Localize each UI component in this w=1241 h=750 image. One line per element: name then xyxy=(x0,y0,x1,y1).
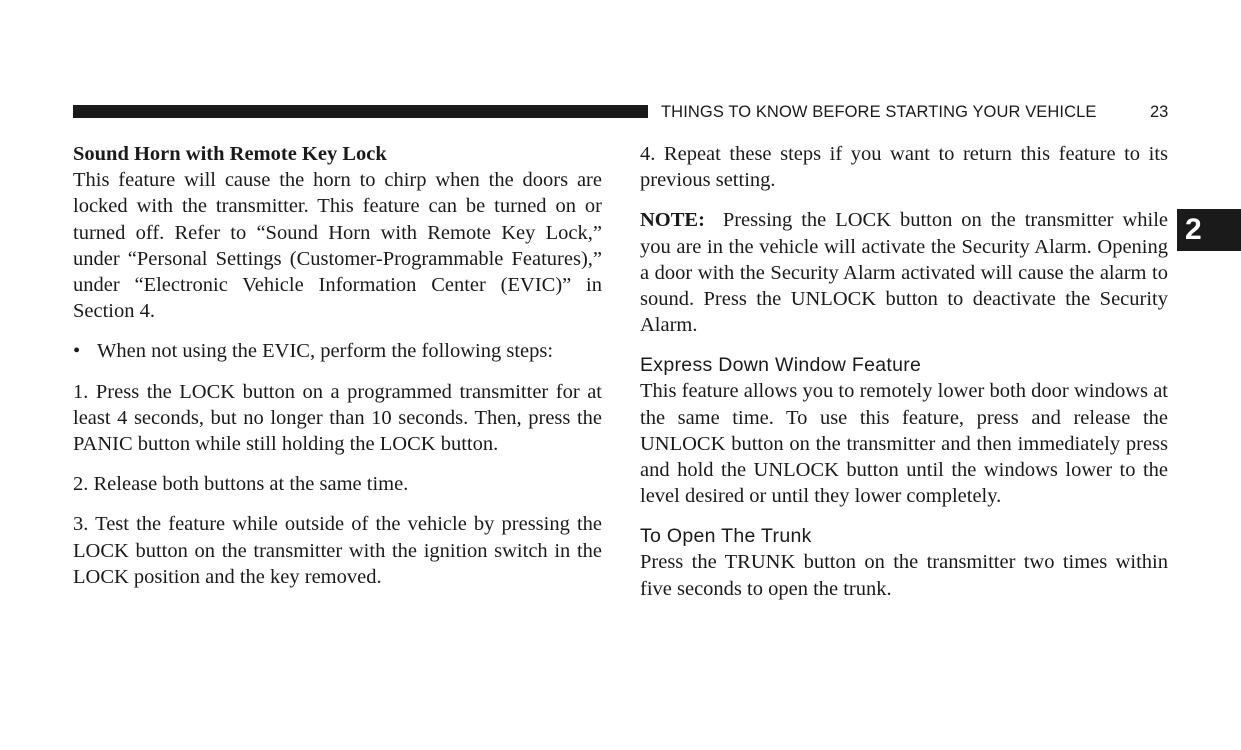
page-number: 23 xyxy=(1150,103,1169,121)
note-label: NOTE: xyxy=(640,209,705,232)
note-paragraph xyxy=(640,207,1168,338)
right-column xyxy=(640,141,1168,616)
bullet-text: When not using the EVIC, perform the following steps: xyxy=(97,340,554,363)
note-text: Pressing the LOCK button on the transmitter while you are in the vehicle will activate the Security Alarm. Opening a door with the Security Alarm activated will cause the alarm to sound. Press the UNLOCK button to deactivate the Security Alarm. xyxy=(640,209,1168,337)
open-trunk-text: Press the TRUNK button on the transmitter two times within five seconds to open the trunk. xyxy=(640,551,1168,600)
step-4: 4. Repeat these steps if you want to return this feature to its previous setting. xyxy=(640,143,1168,192)
header-rule xyxy=(73,105,648,118)
sound-horn-heading: Sound Horn with Remote Key Lock xyxy=(73,143,387,165)
bullet-icon: • xyxy=(73,340,81,363)
list-item xyxy=(73,338,602,364)
open-trunk-heading: To Open The Trunk xyxy=(640,525,812,548)
step-1: 1. Press the LOCK button on a programmed transmitter for at least 4 seconds, but no longer than 10 seconds. Then, press the PANIC button while still holding the LOCK button. xyxy=(73,380,602,456)
express-down-heading: Express Down Window Feature xyxy=(640,354,922,377)
left-column xyxy=(73,141,602,604)
sound-horn-intro: This feature will cause the horn to chirp when the doors are locked with the transmitter. This feature can be turned on or turned off. Refer to “Sound Horn with Remote Key Lock,” under “Personal Settings (Customer-Programmable Features),” under “Electronic Vehicle Information Center (EVIC)” in Section 4. xyxy=(73,169,602,323)
section-tab: 2 xyxy=(1177,209,1241,251)
step-2: 2. Release both buttons at the same time. xyxy=(73,473,409,496)
step-3: 3. Test the feature while outside of the vehicle by pressing the LOCK button on the transmitter with the ignition switch in the LOCK position and the key removed. xyxy=(73,513,602,588)
express-down-text: This feature allows you to remotely lower both door windows at the same time. To use this feature, press and release the UNLOCK button on the transmitter and then immediately press and hold the UNLOCK button until the windows lower to the level desired or until they lower completely. xyxy=(640,380,1168,508)
running-header-title: THINGS TO KNOW BEFORE STARTING YOUR VEHICLE xyxy=(661,103,1097,121)
